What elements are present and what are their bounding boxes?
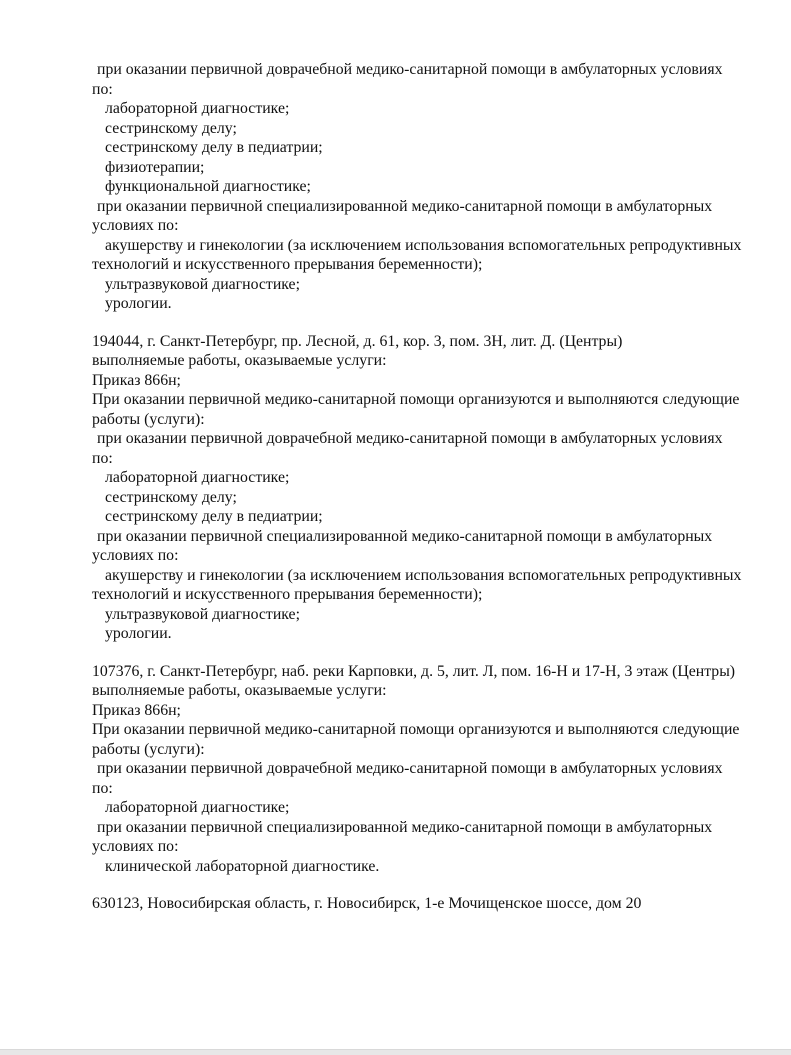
text-line: сестринскому делу; xyxy=(105,119,237,137)
text-line: лабораторной диагностике; xyxy=(105,469,290,486)
text-line: 107376, г. Санкт-Петербург, наб. реки Карповки, д. 5, лит. Л, пом. 16-Н и 17-Н, 3 этаж (Центры) xyxy=(92,662,736,680)
text-line: физиотерапии; xyxy=(105,158,205,176)
text-line: при оказании первичной специализированной медико-санитарной помощи в амбулаторных xyxy=(97,527,713,545)
text-line: по: xyxy=(92,779,113,797)
text-line: при оказании первичной специализированной медико-санитарной помощи в амбулаторных xyxy=(97,197,713,215)
text-line: 194044, г. Санкт-Петербург, пр. Лесной, д. 61, кор. 3, пом. 3Н, лит. Д. (Центры) xyxy=(92,332,623,350)
text-line: выполняемые работы, оказываемые услуги: xyxy=(92,682,387,699)
text-line: сестринскому делу в педиатрии; xyxy=(105,508,323,525)
blank-line xyxy=(92,876,760,894)
blank-line xyxy=(92,314,760,332)
text-line: урологии. xyxy=(105,625,172,642)
text-line: ультразвуковой диагностике; xyxy=(105,605,300,623)
text-line: урологии. xyxy=(105,295,172,312)
text-line: ультразвуковой диагностике; xyxy=(105,275,300,293)
text-line: работы (услуги): xyxy=(92,740,205,758)
text-line: по: xyxy=(92,80,113,98)
text-line: при оказании первичной специализированной медико-санитарной помощи в амбулаторных xyxy=(97,818,713,836)
text-line: сестринскому делу в педиатрии; xyxy=(105,139,323,156)
text-line: по: xyxy=(92,449,113,467)
text-line: акушерству и гинекологии (за исключением использования вспомогательных репродуктивных xyxy=(105,566,742,584)
text-line: сестринскому делу; xyxy=(105,488,237,506)
text-line: лабораторной диагностике; xyxy=(105,799,290,816)
text-line: функциональной диагностике; xyxy=(105,178,311,195)
blank-line xyxy=(92,644,760,662)
text-line: 630123, Новосибирская область, г. Новосибирск, 1-е Мочищенское шоссе, дом 20 xyxy=(92,895,642,912)
text-line: работы (услуги): xyxy=(92,410,205,428)
text-line: клинической лабораторной диагностике. xyxy=(105,857,380,875)
license-text-body xyxy=(92,60,760,914)
text-line: лабораторной диагностике; xyxy=(105,100,290,117)
text-line: технологий и искусственного прерывания беременности); xyxy=(92,256,483,273)
text-line: Приказ 866н; xyxy=(92,371,181,389)
text-line: При оказании первичной медико-санитарной помощи организуются и выполняются следующие xyxy=(92,391,740,408)
bottom-scrollbar-track[interactable] xyxy=(0,1049,791,1055)
text-line: условиях по: xyxy=(92,838,179,855)
text-line: акушерству и гинекологии (за исключением использования вспомогательных репродуктивных xyxy=(105,236,742,254)
text-line: при оказании первичной доврачебной медико-санитарной помощи в амбулаторных условиях xyxy=(97,61,723,78)
text-line: условиях по: xyxy=(92,547,179,564)
text-line: при оказании первичной доврачебной медико-санитарной помощи в амбулаторных условиях xyxy=(97,430,723,447)
text-line: При оказании первичной медико-санитарной помощи организуются и выполняются следующие xyxy=(92,721,740,738)
text-line: Приказ 866н; xyxy=(92,701,181,719)
text-line: выполняемые работы, оказываемые услуги: xyxy=(92,352,387,369)
text-line: при оказании первичной доврачебной медико-санитарной помощи в амбулаторных условиях xyxy=(97,760,723,777)
text-line: условиях по: xyxy=(92,217,179,234)
text-line: технологий и искусственного прерывания беременности); xyxy=(92,586,483,603)
